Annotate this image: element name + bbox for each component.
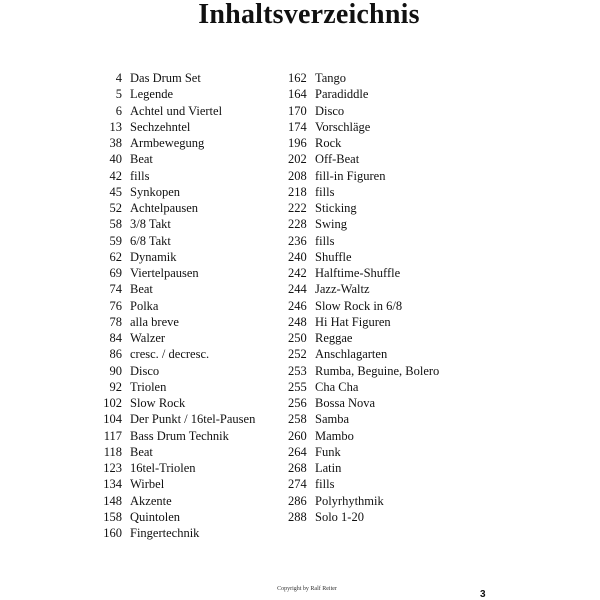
toc-page-number: 196 <box>288 136 307 150</box>
toc-page-number: 69 <box>109 266 122 280</box>
toc-entry <box>288 135 439 151</box>
toc-entry <box>288 119 439 135</box>
toc-page-number: 264 <box>288 444 307 459</box>
toc-entry <box>288 509 439 525</box>
toc-entry-label: Rumba, Beguine, Bolero <box>315 363 440 378</box>
toc-entry-label: Bass Drum Technik <box>130 428 229 443</box>
toc-entry-label: fills <box>315 233 335 248</box>
toc-entry-label: Jazz-Waltz <box>315 282 370 297</box>
toc-entry <box>94 395 255 411</box>
toc-page-number: 236 <box>288 233 307 248</box>
toc-entry <box>94 460 255 476</box>
toc-entry <box>288 330 439 346</box>
toc-page-number: 123 <box>103 461 122 475</box>
toc-entry <box>94 298 255 314</box>
toc-page-number: 62 <box>109 249 122 264</box>
toc-entry-label: Solo 1-20 <box>315 509 364 524</box>
toc-page-number: 117 <box>103 428 122 443</box>
toc-page-number: 244 <box>288 282 307 297</box>
toc-entry <box>94 70 255 86</box>
toc-entry-label: Armbewegung <box>130 136 205 150</box>
toc-entry <box>288 493 439 509</box>
toc-entry-label: Synkopen <box>130 184 180 199</box>
toc-entry <box>94 281 255 297</box>
toc-entry <box>288 346 439 362</box>
toc-entry-label: Das Drum Set <box>130 71 201 85</box>
toc-entry <box>94 428 255 444</box>
toc-page-number: 59 <box>109 233 122 248</box>
toc-entry-label: Beat <box>130 444 153 459</box>
toc-entry <box>288 314 439 330</box>
toc-page-number: 42 <box>109 168 122 183</box>
toc-entry <box>288 444 439 460</box>
toc-page-number: 246 <box>288 298 307 313</box>
toc-page-number: 86 <box>109 347 122 362</box>
toc-entry <box>94 363 255 379</box>
toc-page-number: 228 <box>288 217 307 232</box>
toc-entry <box>94 184 255 200</box>
toc-entry-label: Triolen <box>130 379 167 394</box>
toc-entry-label: Akzente <box>130 493 172 508</box>
toc-entry <box>94 346 255 362</box>
toc-page-number: 74 <box>109 282 122 297</box>
toc-page-number: 240 <box>288 249 307 264</box>
toc-page-number: 208 <box>288 168 307 183</box>
toc-entry-label: Vorschläge <box>315 119 371 134</box>
toc-page-number: 218 <box>288 184 307 199</box>
toc-entry-label: Swing <box>315 217 347 232</box>
toc-page-number: 256 <box>288 396 307 410</box>
toc-page-number: 90 <box>109 363 122 378</box>
toc-page-number: 45 <box>109 184 122 199</box>
toc-page-number: 222 <box>288 201 307 215</box>
toc-entry-label: Dynamik <box>130 249 177 264</box>
toc-entry-label: Beat <box>130 282 153 297</box>
toc-entry-label: Bossa Nova <box>315 396 376 410</box>
toc-entry-label: 3/8 Takt <box>130 217 171 232</box>
toc-entry-label: Viertelpausen <box>130 266 199 280</box>
toc-page-number: 5 <box>115 87 122 102</box>
toc-page-number: 288 <box>288 509 307 524</box>
toc-entry <box>94 411 255 427</box>
toc-entry <box>94 314 255 330</box>
toc-entry <box>288 298 439 314</box>
toc-entry-label: Achtelpausen <box>130 201 199 215</box>
toc-entry <box>288 184 439 200</box>
toc-entry <box>94 119 255 135</box>
page-number: 3 <box>480 589 486 600</box>
toc-entry-label: Rock <box>315 136 342 150</box>
toc-entry-label: Der Punkt / 16tel-Pausen <box>130 412 256 427</box>
toc-entry <box>94 444 255 460</box>
toc-entry <box>94 200 255 216</box>
toc-entry <box>288 379 439 395</box>
toc-entry-label: 6/8 Takt <box>130 233 171 248</box>
toc-entry <box>288 411 439 427</box>
toc-page-number: 274 <box>288 477 307 492</box>
toc-entry <box>94 509 255 525</box>
toc-column-right <box>288 70 439 525</box>
toc-page-number: 6 <box>115 103 122 118</box>
toc-page-number: 160 <box>103 526 122 540</box>
toc-entry <box>94 103 255 119</box>
toc-page-number: 4 <box>115 71 122 85</box>
toc-page-number: 148 <box>103 493 122 508</box>
toc-entry-label: Mambo <box>315 428 354 443</box>
toc-page-number: 242 <box>288 266 307 280</box>
toc-entry-label: Fingertechnik <box>130 526 200 540</box>
toc-entry-label: fills <box>130 168 150 183</box>
toc-entry <box>94 233 255 249</box>
toc-entry-label: Slow Rock in 6/8 <box>315 298 403 313</box>
toc-entry-label: Samba <box>315 412 350 427</box>
toc-entry-label: fill-in Figuren <box>315 168 386 183</box>
toc-page-number: 255 <box>288 379 307 394</box>
toc-page-number: 250 <box>288 331 307 345</box>
toc-entry-label: alla breve <box>130 314 179 329</box>
toc-entry-label: Anschlagarten <box>315 347 388 362</box>
toc-entry <box>288 460 439 476</box>
toc-page-number: 170 <box>288 103 307 118</box>
toc-page-number: 268 <box>288 461 307 475</box>
toc-entry <box>94 476 255 492</box>
toc-entry <box>288 281 439 297</box>
toc-entry-label: Legende <box>130 87 174 102</box>
toc-page-number: 158 <box>103 509 122 524</box>
toc-page-number: 286 <box>288 493 307 508</box>
page-title: Inhaltsverzeichnis <box>198 0 420 30</box>
toc-page-number: 248 <box>288 314 307 329</box>
toc-page-number: 258 <box>288 412 307 427</box>
toc-page-number: 253 <box>288 363 307 378</box>
toc-entry <box>94 493 255 509</box>
toc-entry <box>288 395 439 411</box>
toc-entry-label: Tango <box>315 71 347 85</box>
toc-entry <box>288 103 439 119</box>
toc-entry <box>288 476 439 492</box>
toc-entry <box>288 216 439 232</box>
toc-page-number: 174 <box>288 119 307 134</box>
toc-entry <box>94 86 255 102</box>
toc-page-number: 252 <box>288 347 307 362</box>
toc-entry <box>94 330 255 346</box>
toc-entry <box>288 265 439 281</box>
toc-page-number: 118 <box>103 444 122 459</box>
toc-page-number: 58 <box>109 217 122 232</box>
toc-page-number: 40 <box>109 152 122 167</box>
toc-entry <box>288 86 439 102</box>
toc-page-number: 78 <box>109 314 122 329</box>
toc-entry <box>288 233 439 249</box>
toc-entry-label: Quintolen <box>130 509 180 524</box>
toc-entry <box>288 168 439 184</box>
toc-page-number: 13 <box>109 119 122 134</box>
toc-entry-label: Achtel und Viertel <box>130 103 223 118</box>
toc-entry-label: Shuffle <box>315 249 352 264</box>
toc-entry-label: Cha Cha <box>315 379 359 394</box>
toc-entry <box>94 249 255 265</box>
toc-entry-label: Halftime-Shuffle <box>315 266 401 280</box>
toc-entry-label: Paradiddle <box>315 87 369 102</box>
toc-entry-label: Off-Beat <box>315 152 360 167</box>
toc-page-number: 102 <box>103 396 122 410</box>
toc-entry-label: fills <box>315 477 335 492</box>
toc-page-number: 84 <box>109 331 122 345</box>
toc-entry-label: Disco <box>130 363 160 378</box>
toc-entry-label: cresc. / decresc. <box>130 347 210 362</box>
toc-entry-label: Slow Rock <box>130 396 186 410</box>
copyright-footer: Copyright by Ralf Reiter <box>277 586 337 592</box>
toc-column-left <box>94 70 255 541</box>
toc-page-number: 76 <box>109 298 122 313</box>
toc-page-number: 92 <box>109 379 122 394</box>
toc-entry-label: Polka <box>130 298 159 313</box>
toc-entry-label: Sticking <box>315 201 357 215</box>
toc-page-number: 162 <box>288 71 307 85</box>
toc-page-number: 202 <box>288 152 307 167</box>
toc-entry-label: Walzer <box>130 331 166 345</box>
toc-page-number: 52 <box>109 201 122 215</box>
toc-page-number: 164 <box>288 87 307 102</box>
toc-entry-label: Hi Hat Figuren <box>315 314 391 329</box>
toc-entry-label: Beat <box>130 152 153 167</box>
toc-entry-label: Polyrhythmik <box>315 493 384 508</box>
toc-entry <box>288 151 439 167</box>
toc-entry-label: Wirbel <box>130 477 165 492</box>
toc-entry-label: Reggae <box>315 331 353 345</box>
toc-entry <box>94 216 255 232</box>
toc-entry <box>288 70 439 86</box>
toc-page-number: 134 <box>103 477 122 492</box>
toc-entry-label: Sechzehntel <box>130 119 191 134</box>
toc-entry <box>94 525 255 541</box>
toc-entry <box>94 168 255 184</box>
toc-entry-label: 16tel-Triolen <box>130 461 196 475</box>
toc-entry-label: Latin <box>315 461 342 475</box>
toc-entry <box>94 265 255 281</box>
toc-page-number: 260 <box>288 428 307 443</box>
toc-page-number: 38 <box>109 136 122 150</box>
toc-entry <box>94 151 255 167</box>
toc-page-number: 104 <box>103 412 122 427</box>
toc-entry <box>94 135 255 151</box>
toc-entry <box>288 200 439 216</box>
toc-entry <box>288 363 439 379</box>
toc-entry-label: fills <box>315 184 335 199</box>
toc-entry <box>288 249 439 265</box>
toc-entry <box>288 428 439 444</box>
toc-entry-label: Disco <box>315 103 345 118</box>
toc-entry-label: Funk <box>315 444 341 459</box>
toc-entry <box>94 379 255 395</box>
